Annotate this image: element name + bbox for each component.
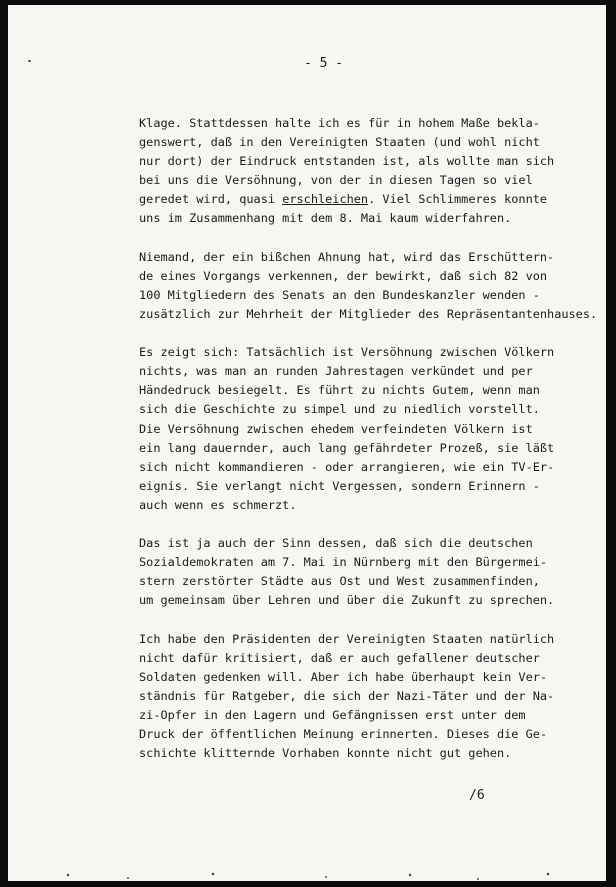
paragraph-1 xyxy=(139,114,606,229)
text-line: eignis. Sie verlangt nicht Vergessen, sondern Erinnern - xyxy=(139,478,540,493)
text-line: nichts, was man an runden Jahrestagen verkündet und per xyxy=(139,364,533,379)
text-line: Händedruck besiegelt. Es führt zu nichts Gutem, wenn man xyxy=(139,383,540,398)
document-page xyxy=(8,5,606,881)
text-line: Ich habe den Präsidenten der Vereinigten Staaten natürlich xyxy=(139,631,555,646)
continuation-marker: /6 xyxy=(469,788,485,803)
text-line: Niemand, der ein bißchen Ahnung hat, wird das Erschüttern- xyxy=(139,249,555,264)
text-line: nicht dafür kritisiert, daß er auch gefallener deutscher xyxy=(139,650,540,665)
text-line: ein lang dauernder, auch lang gefährdeter Prozeß, sie läßt xyxy=(139,440,555,455)
page-number: - 5 - xyxy=(304,56,344,71)
text-fragment: geredet wird, quasi xyxy=(139,192,283,207)
underlined-word: erschleichen xyxy=(282,192,369,207)
text-line: genswert, daß in den Vereinigten Staaten (und wohl nicht xyxy=(139,135,540,150)
text-line: bei uns die Versöhnung, von der in diesen Tagen so viel xyxy=(139,173,533,188)
text-line: um gemeinsam über Lehren und über die Zukunft zu sprechen. xyxy=(139,593,555,608)
text-line: zi-Opfer in den Lagern und Gefängnissen erst unter dem xyxy=(139,707,526,722)
text-line: sich die Geschichte zu simpel und zu niedlich vorstellt. xyxy=(139,402,540,417)
paragraph-2 xyxy=(139,248,606,324)
text-line-with-underline xyxy=(139,190,606,209)
text-line: sich nicht kommandieren - oder arrangieren, wie ein TV-Er- xyxy=(139,459,555,474)
text-line: zusätzlich zur Mehrheit der Mitglieder des Repräsentantenhauses. xyxy=(139,306,598,321)
text-line: Die Versöhnung zwischen ehedem verfeindeten Völkern ist xyxy=(139,421,533,436)
document-body xyxy=(139,114,606,782)
paragraph-4 xyxy=(139,534,606,610)
text-line: de eines Vorgangs verkennen, der bewirkt, daß sich 82 von xyxy=(139,268,548,283)
text-line: Soldaten gedenken will. Aber ich habe überhaupt kein Ver- xyxy=(139,669,548,684)
text-line: Klage. Stattdessen halte ich es für in hohem Maße bekla- xyxy=(139,116,540,130)
text-line: auch wenn es schmerzt. xyxy=(139,497,297,512)
text-line: nur dort) der Eindruck entstanden ist, als wollte man sich xyxy=(139,154,555,169)
scan-speck xyxy=(28,60,31,62)
text-line: Es zeigt sich: Tatsächlich ist Versöhnung zwischen Völkern xyxy=(139,345,555,360)
text-line: uns im Zusammenhang mit dem 8. Mai kaum widerfahren. xyxy=(139,211,512,226)
text-line: Sozialdemokraten am 7. Mai in Nürnberg mit den Bürgermei- xyxy=(139,555,548,570)
paragraph-5 xyxy=(139,630,606,764)
scan-noise xyxy=(8,841,606,881)
text-line: ständnis für Ratgeber, die sich der Nazi-Täter und der Na- xyxy=(139,688,555,703)
text-line: stern zerstörter Städte aus Ost und West zusammenfinden, xyxy=(139,574,540,589)
text-line: 100 Mitgliedern des Senats an den Bundeskanzler wenden - xyxy=(139,287,540,302)
text-line: Das ist ja auch der Sinn dessen, daß sich die deutschen xyxy=(139,536,533,551)
text-line: schichte klitternde Vorhaben konnte nicht gut gehen. xyxy=(139,746,512,761)
text-fragment: . Viel Schlimmeres konnte xyxy=(368,192,548,207)
text-line: Druck der öffentlichen Meinung erinnerten. Dieses die Ge- xyxy=(139,727,548,741)
paragraph-3 xyxy=(139,343,606,515)
